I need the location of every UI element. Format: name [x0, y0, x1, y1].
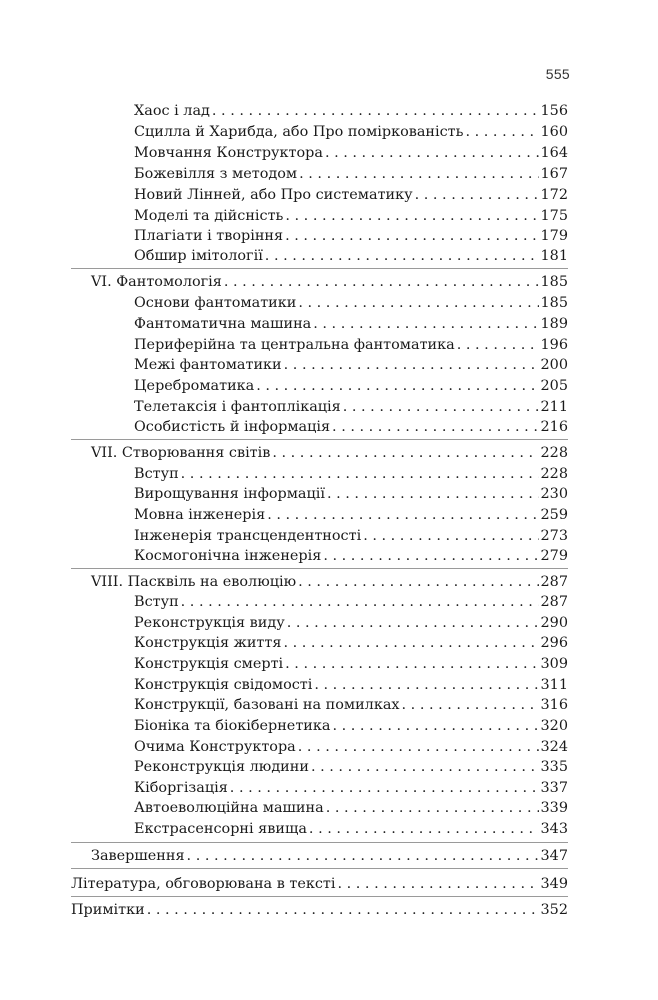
toc-entry[interactable]	[134, 164, 568, 184]
toc-entry-title: Мовчання Конструктора	[134, 145, 323, 161]
toc-entry-title: Телетаксія і фантоплікація	[134, 399, 341, 415]
toc-entry-page: 172	[540, 187, 568, 203]
toc-chapter[interactable]	[91, 443, 568, 463]
page-number: 555	[545, 66, 570, 82]
toc-entry-title: Моделі та дійсність	[134, 208, 284, 224]
toc-entry[interactable]	[134, 185, 568, 205]
toc-back-matter[interactable]	[71, 874, 568, 894]
toc-leader-dots	[212, 101, 539, 121]
toc-entry-page: 228	[540, 466, 568, 482]
toc-leader-dots	[343, 397, 539, 417]
toc-entry-title: Кіборгізація	[134, 780, 228, 796]
toc-leader-dots	[283, 633, 538, 653]
toc-entry[interactable]	[134, 376, 568, 396]
toc-leader-dots	[311, 757, 539, 777]
toc-entry-page: 349	[540, 876, 568, 892]
toc-leader-dots	[323, 546, 538, 566]
toc-entry[interactable]	[134, 122, 568, 142]
toc-entry-page: 352	[540, 902, 568, 918]
toc-chapter-title: VI. Фантомологія	[91, 274, 222, 290]
toc-entry-title: Божевілля з методом	[134, 166, 298, 182]
toc-entry-page: 324	[540, 739, 568, 755]
toc-entry-page: 175	[540, 208, 568, 224]
toc-entry-title: Особистість й інформація	[134, 419, 331, 435]
toc-chapter-page: 228	[540, 445, 568, 461]
toc-entry-title: Очима Конструктора	[134, 739, 296, 755]
toc-leader-dots	[299, 164, 538, 184]
toc-entry-title: Примітки	[71, 902, 145, 918]
toc-entry[interactable]	[134, 633, 568, 653]
toc-leader-dots	[256, 376, 538, 396]
toc-entry[interactable]	[134, 246, 568, 266]
toc-entry[interactable]	[134, 101, 568, 121]
toc-entry-title: Реконструкція виду	[134, 615, 285, 631]
toc-entry[interactable]	[134, 143, 568, 163]
toc-entry-title: Хаос і лад	[134, 103, 210, 119]
toc-leader-dots	[465, 122, 538, 142]
toc-entry-page: 181	[540, 248, 568, 264]
toc-leader-dots	[181, 592, 539, 612]
section-divider	[71, 896, 568, 897]
toc-leader-dots	[363, 526, 538, 546]
toc-leader-dots	[285, 654, 538, 674]
toc-entry-page: 316	[540, 697, 568, 713]
toc-back-matter[interactable]	[71, 900, 568, 920]
toc-leader-dots	[298, 737, 539, 757]
toc-entry-title: Новий Лінней, або Про систематику	[134, 187, 413, 203]
toc-leader-dots	[309, 819, 539, 839]
toc-entry[interactable]	[134, 464, 568, 484]
toc-entry-page: 320	[540, 718, 568, 734]
toc-entry-title: Цереброматика	[134, 378, 255, 394]
toc-entry-title: Вирощування інформації	[134, 486, 325, 502]
section-divider	[71, 568, 568, 569]
toc-leader-dots	[187, 846, 539, 866]
toc-leader-dots	[332, 716, 538, 736]
toc-entry[interactable]	[134, 335, 568, 355]
toc-entry-page: 211	[540, 399, 568, 415]
toc-leader-dots	[325, 143, 539, 163]
toc-entry-title: Космогонічна інженерія	[134, 548, 322, 564]
toc-chapter-title: VIII. Пасквіль на еволюцію	[91, 574, 297, 590]
toc-entry-page: 309	[540, 656, 568, 672]
toc-entry-page: 179	[540, 228, 568, 244]
toc-entry-page: 273	[540, 528, 568, 544]
toc-chapter-page: 185	[540, 274, 568, 290]
toc-entry[interactable]	[134, 546, 568, 566]
toc-entry-title: Інженерія трансцендентності	[134, 528, 362, 544]
toc-entry-title: Обшир імітології	[134, 248, 263, 264]
toc-chapter-title: VII. Створювання світів	[91, 445, 271, 461]
toc-entry-page: 343	[540, 821, 568, 837]
toc-leader-dots	[147, 900, 539, 920]
toc-entry[interactable]	[134, 654, 568, 674]
toc-chapter-page: 347	[540, 848, 568, 864]
section-divider	[71, 868, 568, 869]
toc-entry[interactable]	[134, 314, 568, 334]
toc-entry[interactable]	[134, 737, 568, 757]
toc-leader-dots	[415, 185, 539, 205]
toc-entry-title: Периферійна та центральна фантоматика	[134, 337, 455, 353]
toc-leader-dots	[285, 226, 538, 246]
toc-leader-dots	[298, 572, 538, 592]
toc-entry-page: 216	[540, 419, 568, 435]
toc-entry[interactable]	[134, 819, 568, 839]
toc-entry-page: 287	[540, 594, 568, 610]
toc-leader-dots	[285, 206, 538, 226]
toc-entry-page: 196	[540, 337, 568, 353]
toc-chapter-page: 287	[540, 574, 568, 590]
section-divider	[71, 268, 568, 269]
toc-leader-dots	[332, 417, 538, 437]
toc-leader-dots	[284, 355, 539, 375]
toc-entry[interactable]	[134, 417, 568, 437]
toc-leader-dots	[337, 874, 538, 894]
toc-entry-title: Конструкція життя	[134, 635, 282, 651]
toc-entry[interactable]	[134, 505, 568, 525]
toc-entry-page: 205	[540, 378, 568, 394]
toc-entry[interactable]	[134, 526, 568, 546]
toc-entry-title: Біоніка та біокібернетика	[134, 718, 331, 734]
toc-entry-title: Вступ	[134, 594, 179, 610]
toc-entry[interactable]	[134, 716, 568, 736]
toc-entry-title: Реконструкція людини	[134, 759, 309, 775]
toc-entry-page: 337	[540, 780, 568, 796]
toc-entry-page: 230	[540, 486, 568, 502]
toc-leader-dots	[287, 613, 539, 633]
toc-leader-dots	[457, 335, 539, 355]
toc-entry-title: Основи фантоматики	[134, 295, 297, 311]
toc-entry-page: 200	[540, 357, 568, 373]
section-divider	[71, 842, 568, 843]
toc-entry[interactable]	[134, 397, 568, 417]
section-divider	[71, 439, 568, 440]
toc-entry-page: 296	[540, 635, 568, 651]
toc-entry-page: 164	[540, 145, 568, 161]
toc-entry-page: 185	[540, 295, 568, 311]
toc-entry-page: 335	[540, 759, 568, 775]
toc-entry[interactable]	[134, 798, 568, 818]
toc-entry-title: Конструкція смерті	[134, 656, 284, 672]
toc-entry-title: Сцилла й Харибда, або Про поміркованість	[134, 124, 464, 140]
toc-entry[interactable]	[134, 778, 568, 798]
toc-chapter[interactable]	[91, 572, 568, 592]
toc-entry-title: Вступ	[134, 466, 179, 482]
toc-leader-dots	[230, 778, 539, 798]
toc-leader-dots	[181, 464, 539, 484]
toc-chapter[interactable]	[91, 272, 568, 292]
toc-entry-title: Конструкції, базовані на помилках	[134, 697, 400, 713]
toc-entry-title: Конструкція свідомості	[134, 677, 313, 693]
toc-entry-page: 167	[540, 166, 568, 182]
toc-entry-page: 156	[540, 103, 568, 119]
toc-entry[interactable]	[134, 206, 568, 226]
toc-chapter[interactable]	[91, 846, 568, 866]
toc-entry[interactable]	[134, 675, 568, 695]
toc-entry-title: Автоеволюційна машина	[134, 800, 324, 816]
toc-leader-dots	[314, 675, 538, 695]
toc-entry-page: 259	[540, 507, 568, 523]
toc-leader-dots	[224, 272, 539, 292]
toc-leader-dots	[313, 314, 538, 334]
toc-entry[interactable]	[134, 293, 568, 313]
toc-entry-title: Література, обговорювана в тексті	[71, 876, 336, 892]
toc-chapter-title: Завершення	[91, 848, 185, 864]
toc-leader-dots	[267, 505, 538, 525]
toc-entry-title: Екстрасенсорні явища	[134, 821, 307, 837]
toc-entry-title: Фантоматична машина	[134, 316, 312, 332]
toc-leader-dots	[402, 695, 539, 715]
toc-entry-page: 279	[540, 548, 568, 564]
toc-leader-dots	[326, 798, 539, 818]
toc-leader-dots	[327, 484, 539, 504]
toc-entry[interactable]	[134, 226, 568, 246]
toc-entry-title: Мовна інженерія	[134, 507, 266, 523]
toc-entry[interactable]	[134, 355, 568, 375]
toc-entry-page: 189	[540, 316, 568, 332]
toc-entry-title: Межі фантоматики	[134, 357, 282, 373]
toc-entry-page: 160	[540, 124, 568, 140]
toc-leader-dots	[272, 443, 538, 463]
toc-entry[interactable]	[134, 484, 568, 504]
toc-entry[interactable]	[134, 695, 568, 715]
toc-entry[interactable]	[134, 592, 568, 612]
toc-leader-dots	[265, 246, 539, 266]
toc-entry[interactable]	[134, 613, 568, 633]
toc-entry-page: 339	[540, 800, 568, 816]
toc-leader-dots	[298, 293, 538, 313]
toc-entry[interactable]	[134, 757, 568, 777]
toc-entry-title: Плагіати і творіння	[134, 228, 284, 244]
toc-entry-page: 311	[540, 677, 568, 693]
toc-entry-page: 290	[540, 615, 568, 631]
